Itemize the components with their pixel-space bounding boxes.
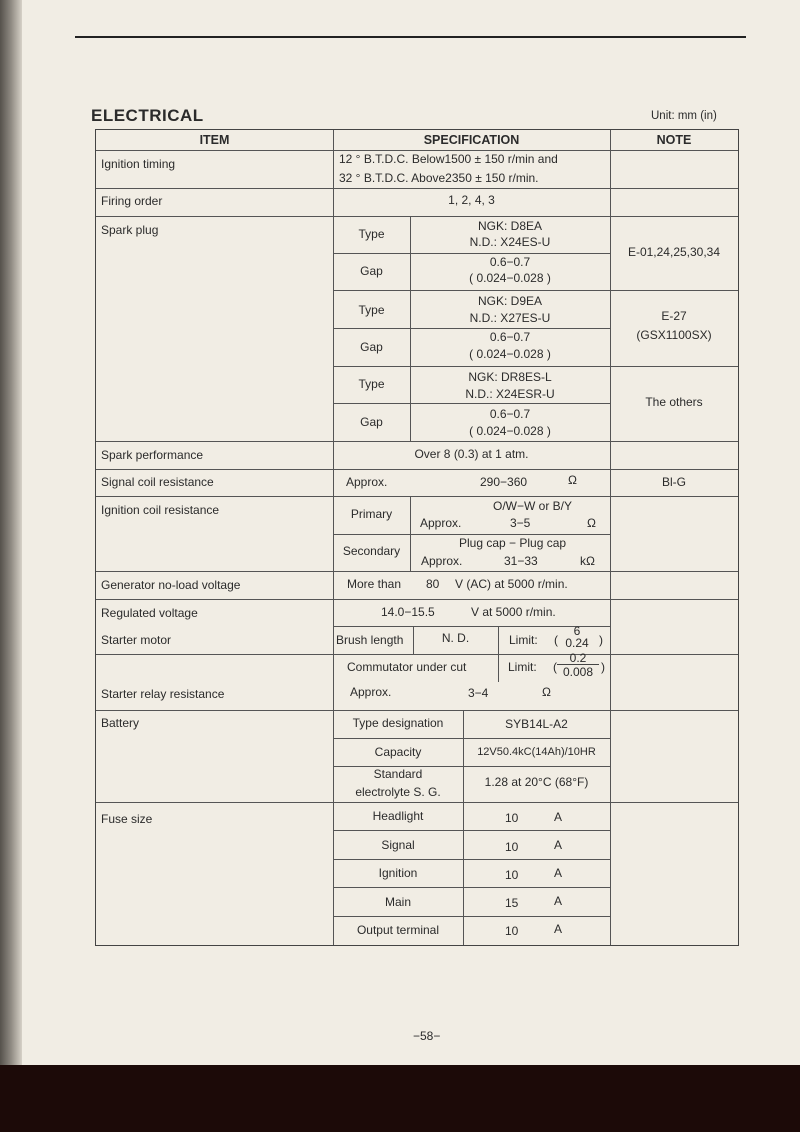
fuse-row-label: Output terminal — [356, 923, 440, 937]
row-divider — [333, 253, 611, 254]
row-divider — [96, 496, 738, 497]
header-specification: SPECIFICATION — [423, 133, 520, 147]
fuse-row-unit: A — [554, 866, 563, 880]
ignition-coil-primary-unit: Ω — [587, 516, 596, 530]
row-divider — [96, 188, 738, 189]
top-rule — [75, 36, 746, 38]
electrical-spec-table — [95, 129, 739, 946]
spark-plug-gap-label: Gap — [360, 264, 383, 278]
commutator-limit-paren-close: ) — [601, 660, 605, 674]
ignition-coil-secondary-leads: Plug cap − Plug cap — [459, 536, 567, 550]
fuse-row-label: Ignition — [378, 866, 418, 880]
commutator-limit-in: 0.008 — [557, 664, 599, 680]
row-divider — [333, 534, 611, 535]
spark-plug-gap-mm: 0.6−0.7 — [489, 330, 531, 344]
spark-plug-gap-in: ( 0.024−0.028 ) — [469, 424, 551, 438]
spark-plug-type-label: Type — [358, 303, 385, 317]
spark-plug-type-label: Type — [358, 227, 385, 241]
signal-coil-approx: Approx. — [346, 475, 388, 489]
spark-plug-note: E-01,24,25,30,34 — [627, 245, 721, 259]
column-divider — [498, 626, 499, 682]
spark-plug-note: E-27 — [661, 309, 687, 323]
fuse-row-label: Headlight — [372, 809, 424, 823]
fuse-row-value: 15 — [505, 896, 519, 910]
fuse-row-label: Signal — [381, 838, 415, 852]
regulated-voltage-spec: V at 5000 r/min. — [471, 605, 556, 619]
starter-relay-approx: Approx. — [350, 685, 392, 699]
spark-plug-ngk: NGK: DR8ES-L — [468, 370, 552, 384]
spark-plug-label: Spark plug — [101, 223, 159, 237]
spark-plug-gap-in: ( 0.024−0.028 ) — [469, 271, 551, 285]
brush-limit-in: 0.24 — [565, 636, 589, 650]
spark-plug-gap-label: Gap — [360, 415, 383, 429]
spark-performance-label: Spark performance — [101, 448, 204, 462]
ignition-timing-label: Ignition timing — [101, 157, 176, 171]
row-divider — [333, 290, 738, 291]
unit-note: Unit: mm (in) — [651, 110, 717, 122]
firing-order-value: 1, 2, 4, 3 — [448, 193, 495, 207]
row-divider — [96, 150, 738, 151]
spark-plug-gap-label: Gap — [360, 340, 383, 354]
page-number: −58− — [413, 1029, 441, 1043]
spark-plug-type-label: Type — [358, 377, 385, 391]
ignition-coil-primary-label: Primary — [350, 507, 393, 521]
fuse-row-value: 10 — [505, 840, 519, 854]
brush-length-value: N. D. — [441, 631, 470, 645]
row-divider — [333, 328, 611, 329]
scan-bottom-border — [0, 1065, 800, 1132]
battery-label: Battery — [101, 716, 140, 730]
spark-plug-gap-mm: 0.6−0.7 — [489, 407, 531, 421]
signal-coil-value: 290−360 — [480, 475, 528, 489]
ignition-coil-primary-leads: O/W−W or B/Y — [493, 499, 573, 513]
commutator-label: Commutator under cut — [347, 660, 467, 674]
brush-limit-label: Limit: — [509, 633, 538, 647]
regulated-voltage-label: Regulated voltage — [101, 606, 198, 620]
spark-plug-gap-in: ( 0.024−0.028 ) — [469, 347, 551, 361]
fuse-row-unit: A — [554, 922, 563, 936]
row-divider — [333, 887, 611, 888]
ignition-coil-label: Ignition coil resistance — [101, 503, 220, 517]
fuse-size-label: Fuse size — [101, 812, 153, 826]
row-divider — [96, 599, 738, 600]
brush-limit-paren-open: ( — [554, 633, 558, 647]
battery-sg-value: 1.28 at 20°C (68°F) — [484, 775, 589, 789]
spark-plug-ngk: NGK: D8EA — [477, 219, 543, 233]
starter-relay-unit: Ω — [542, 685, 551, 699]
battery-sg-label-1: Standard — [373, 767, 423, 781]
spark-plug-note: (GSX1100SX) — [636, 328, 712, 342]
generator-spec: V (AC) at 5000 r/min. — [455, 577, 568, 591]
fuse-row-unit: A — [554, 894, 563, 908]
row-divider — [96, 469, 738, 470]
row-divider — [333, 403, 611, 404]
regulated-voltage-value: 14.0−15.5 — [381, 605, 435, 619]
row-divider — [333, 859, 611, 860]
brush-limit-mm: 6 — [573, 624, 581, 638]
starter-motor-label: Starter motor — [101, 633, 172, 647]
brush-limit-paren-close: ) — [599, 633, 603, 647]
commutator-limit-paren-open: ( — [553, 660, 557, 674]
row-divider — [96, 441, 738, 442]
spark-plug-ngk: NGK: D9EA — [477, 294, 543, 308]
ignition-coil-primary-value: 3−5 — [510, 516, 531, 530]
section-title: ELECTRICAL — [91, 106, 204, 125]
spark-performance-value: Over 8 (0.3) at 1 atm. — [414, 447, 529, 461]
generator-more-than: More than — [347, 577, 402, 591]
row-divider — [333, 916, 611, 917]
generator-label: Generator no-load voltage — [101, 578, 241, 592]
spark-plug-gap-mm: 0.6−0.7 — [489, 255, 531, 269]
ignition-coil-secondary-value: 31−33 — [504, 554, 538, 568]
fuse-row-label: Main — [384, 895, 411, 909]
row-divider — [333, 830, 611, 831]
row-divider — [96, 654, 738, 655]
commutator-limit-label: Limit: — [508, 660, 537, 674]
column-divider — [410, 496, 411, 571]
ignition-coil-secondary-label: Secondary — [342, 544, 401, 558]
brush-length-label: Brush length — [336, 633, 404, 647]
row-divider — [333, 738, 611, 739]
ignition-coil-secondary-approx: Approx. — [421, 554, 463, 568]
spark-plug-note: The others — [645, 395, 703, 409]
header-note: NOTE — [656, 133, 692, 147]
signal-coil-label: Signal coil resistance — [101, 475, 214, 489]
spark-plug-nd: N.D.: X24ES-U — [469, 235, 551, 249]
ignition-timing-line2: 32 ° B.T.D.C. Above2350 ± 150 r/min. — [339, 171, 539, 185]
row-divider — [96, 802, 738, 803]
starter-relay-value: 3−4 — [468, 686, 489, 700]
book-binding-shadow — [0, 0, 22, 1132]
fuse-row-unit: A — [554, 810, 563, 824]
battery-sg-label-2: electrolyte S. G. — [355, 785, 441, 799]
fuse-row-value: 10 — [505, 924, 519, 938]
starter-relay-label: Starter relay resistance — [101, 687, 225, 701]
fuse-row-value: 10 — [505, 811, 519, 825]
spark-plug-nd: N.D.: X27ES-U — [469, 311, 551, 325]
battery-type-label: Type designation — [352, 716, 444, 730]
spark-plug-nd: N.D.: X24ESR-U — [465, 387, 555, 401]
row-divider — [96, 710, 738, 711]
header-item: ITEM — [199, 133, 230, 147]
generator-value: 80 — [426, 577, 440, 591]
row-divider — [333, 366, 738, 367]
ignition-timing-line1: 12 ° B.T.D.C. Below1500 ± 150 r/min and — [339, 152, 558, 166]
row-divider — [96, 571, 738, 572]
battery-capacity-label: Capacity — [374, 745, 422, 759]
signal-coil-note: Bl-G — [662, 475, 686, 489]
ignition-coil-secondary-unit: kΩ — [580, 554, 595, 568]
fuse-row-unit: A — [554, 838, 563, 852]
battery-type-value: SYB14L-A2 — [505, 717, 568, 731]
firing-order-label: Firing order — [101, 194, 163, 208]
ignition-coil-primary-approx: Approx. — [420, 516, 462, 530]
signal-coil-unit: Ω — [568, 473, 577, 487]
row-divider — [96, 216, 738, 217]
commutator-limit-mm: 0.2 — [569, 651, 587, 665]
battery-capacity-value: 12V50.4kC(14Ah)/10HR — [477, 746, 596, 758]
fuse-row-value: 10 — [505, 868, 519, 882]
